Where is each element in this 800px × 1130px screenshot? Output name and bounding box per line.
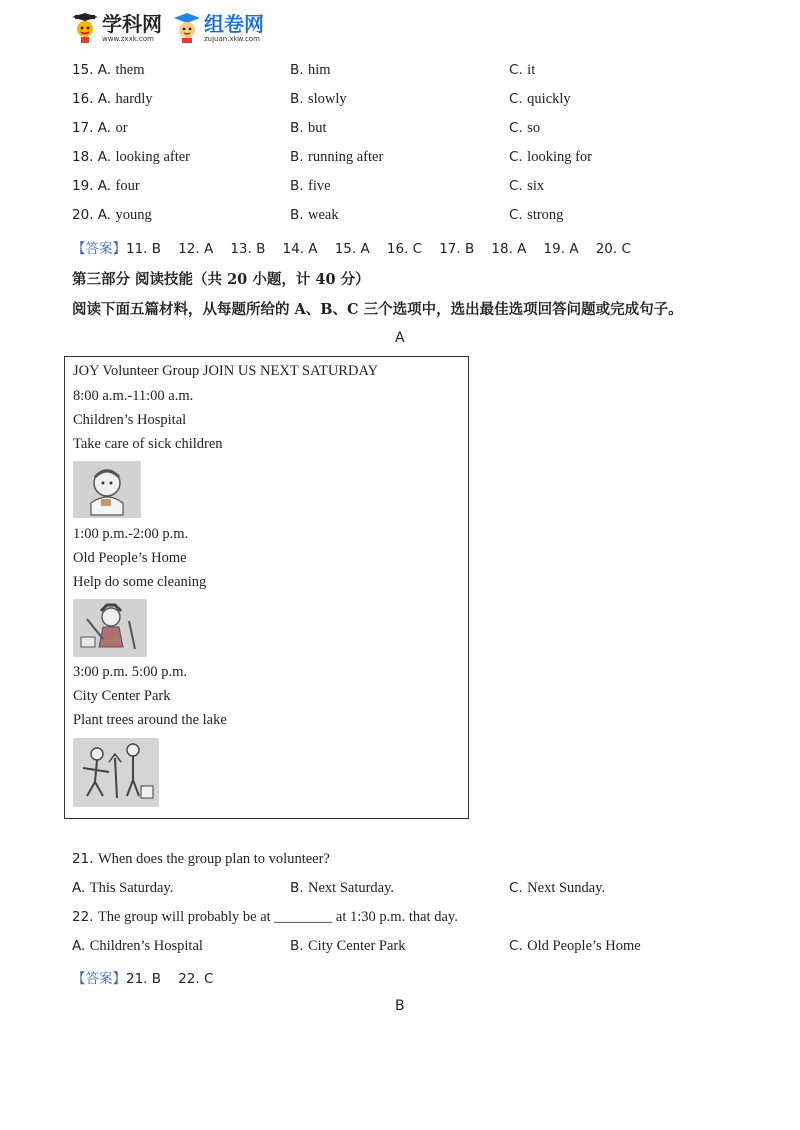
q22-text: The group will probably be at ________ at 1:30 p.m. that day. bbox=[97, 909, 458, 925]
answer-line-2 bbox=[0, 967, 800, 989]
question-21 bbox=[0, 851, 800, 873]
option-label: B. bbox=[290, 91, 304, 107]
q22-number: 22. bbox=[72, 909, 94, 925]
q22-options bbox=[0, 938, 800, 960]
passage-b-label: B bbox=[395, 998, 405, 1014]
q22-b-label: B. bbox=[290, 938, 304, 954]
q21-option-a: This Saturday. bbox=[89, 880, 174, 896]
option-a: them bbox=[115, 62, 145, 78]
cleaning-image bbox=[73, 599, 147, 657]
option-label: C. bbox=[509, 149, 523, 165]
option-c: quickly bbox=[527, 91, 571, 107]
option-label: 18. A. bbox=[72, 149, 112, 165]
option-a: hardly bbox=[115, 91, 153, 107]
question-options-row bbox=[0, 62, 800, 84]
q21-text: When does the group plan to volunteer? bbox=[97, 851, 330, 867]
notice-place-1: Children’s Hospital bbox=[73, 412, 187, 428]
option-label: B. bbox=[290, 149, 304, 165]
option-c: strong bbox=[527, 207, 564, 223]
option-label: B. bbox=[290, 207, 304, 223]
planting-trees-image bbox=[73, 738, 159, 807]
q22-option-c: Old People’s Home bbox=[527, 938, 641, 954]
option-a: young bbox=[115, 207, 152, 223]
answer-line-1 bbox=[0, 237, 800, 259]
q22-a-label: A. bbox=[72, 938, 86, 954]
q21-number: 21. bbox=[72, 851, 94, 867]
option-b: but bbox=[308, 120, 327, 136]
notice-time-1: 8:00 a.m.-11:00 a.m. bbox=[73, 388, 194, 404]
option-b: weak bbox=[308, 207, 339, 223]
q21-a-label: A. bbox=[72, 880, 86, 896]
option-a: or bbox=[115, 120, 128, 136]
notice-place-2: Old People’s Home bbox=[73, 550, 187, 566]
option-b: five bbox=[308, 178, 331, 194]
section3-instruction: 阅读下面五篇材料，从每题所给的 A、B、C 三个选项中，选出最佳选项回答问题或完成句子。 bbox=[72, 301, 683, 318]
answer2-tag: 【答案】 bbox=[72, 971, 126, 987]
answer-text: 11. B 12. A 13. B 14. A 15. A 16. C 17. B 18. A 19. A 20. C bbox=[126, 241, 631, 257]
question-options-row bbox=[0, 207, 800, 229]
option-label: C. bbox=[509, 120, 523, 136]
logo1-name: 学科网 bbox=[102, 11, 162, 36]
option-c: it bbox=[527, 62, 536, 78]
notice-task-3: Plant trees around the lake bbox=[73, 712, 227, 728]
option-label: 20. A. bbox=[72, 207, 112, 223]
scholar-icon bbox=[72, 13, 98, 43]
option-label: B. bbox=[290, 178, 304, 194]
option-a: four bbox=[115, 178, 140, 194]
notice-task-1: Take care of sick children bbox=[73, 436, 223, 452]
logo2-name: 组卷网 bbox=[204, 11, 264, 36]
notice-place-3: City Center Park bbox=[73, 688, 171, 704]
question-options-row bbox=[0, 149, 800, 171]
q21-c-label: C. bbox=[509, 880, 523, 896]
volunteer-notice bbox=[64, 356, 469, 819]
option-label: C. bbox=[509, 207, 523, 223]
sick-child-image bbox=[73, 461, 141, 518]
notice-time-3: 3:00 p.m. 5:00 p.m. bbox=[73, 664, 187, 680]
question-options-row bbox=[0, 178, 800, 200]
q22-option-a: Children’s Hospital bbox=[89, 938, 203, 954]
question-options-row bbox=[0, 91, 800, 113]
answer-tag: 【答案】 bbox=[72, 241, 126, 257]
notice-task-2: Help do some cleaning bbox=[73, 574, 207, 590]
option-label: C. bbox=[509, 178, 523, 194]
logo-zxxk bbox=[72, 10, 162, 46]
answer2-text: 21. B 22. C bbox=[126, 971, 214, 987]
question-22 bbox=[0, 909, 800, 931]
student-icon bbox=[174, 13, 200, 43]
option-label: 17. A. bbox=[72, 120, 112, 136]
notice-time-2: 1:00 p.m.-2:00 p.m. bbox=[73, 526, 189, 542]
option-c: looking for bbox=[527, 149, 593, 165]
option-b: him bbox=[308, 62, 331, 78]
option-b: running after bbox=[308, 149, 384, 165]
option-b: slowly bbox=[308, 91, 347, 107]
question-options-row bbox=[0, 120, 800, 142]
q21-option-b: Next Saturday. bbox=[308, 880, 395, 896]
q21-option-c: Next Sunday. bbox=[527, 880, 606, 896]
q21-options bbox=[0, 880, 800, 902]
section3-title: 第三部分 阅读技能（共 20 小题，计 40 分） bbox=[72, 271, 370, 288]
option-c: so bbox=[527, 120, 541, 136]
option-label: 16. A. bbox=[72, 91, 112, 107]
passage-a-label: A bbox=[395, 330, 405, 346]
option-label: C. bbox=[509, 91, 523, 107]
logo1-url: www.zxxk.com bbox=[102, 34, 154, 43]
option-label: 15. A. bbox=[72, 62, 112, 78]
notice-title: JOY Volunteer Group JOIN US NEXT SATURDAY bbox=[73, 363, 379, 379]
logo2-url: zujuan.xkw.com bbox=[204, 34, 260, 43]
option-label: B. bbox=[290, 120, 304, 136]
q22-option-b: City Center Park bbox=[308, 938, 406, 954]
option-c: six bbox=[527, 178, 545, 194]
option-label: 19. A. bbox=[72, 178, 112, 194]
logo-zujuan bbox=[174, 10, 264, 46]
option-label: B. bbox=[290, 62, 304, 78]
q22-c-label: C. bbox=[509, 938, 523, 954]
option-label: C. bbox=[509, 62, 523, 78]
option-a: looking after bbox=[115, 149, 191, 165]
q21-b-label: B. bbox=[290, 880, 304, 896]
